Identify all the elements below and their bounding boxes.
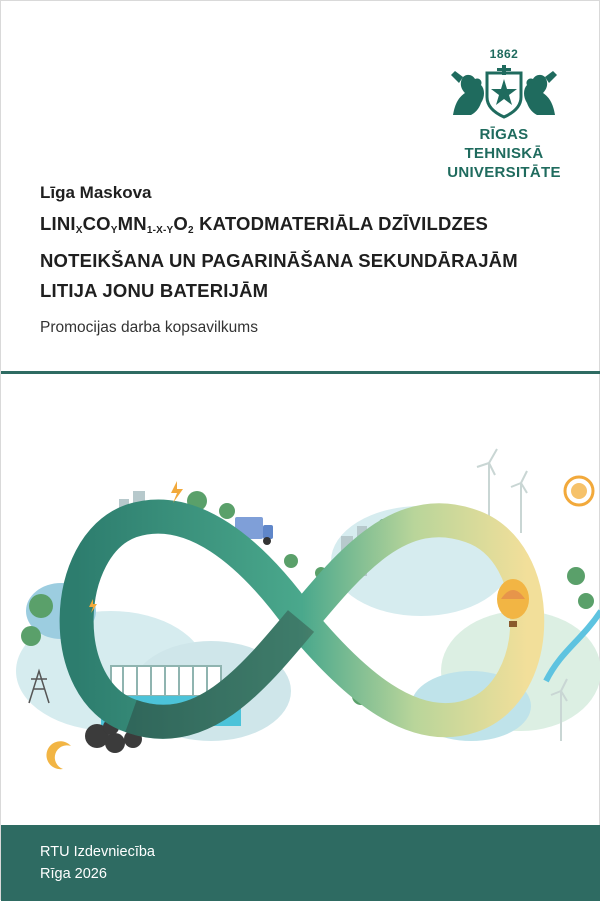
author-name: Līga Maskova [40, 183, 152, 202]
publication-place-year: Rīga 2026 [40, 866, 107, 882]
title-line2: NOTEIKŠANA UN PAGARINĀŠANA SEKUNDĀRAJĀM [40, 250, 518, 271]
section-divider [1, 371, 600, 374]
thesis-title [40, 209, 580, 306]
logo-name-line2: UNIVERSITĀTE [447, 164, 561, 181]
title-line1: $LINI_XCO_YMN_{1-X-Y}O_2$ KATODMATERIĀLA DZĪVILDZES [40, 213, 489, 236]
logo-year: 1862 [489, 47, 519, 61]
infinity-illustration [1, 441, 600, 781]
rtu-logo [439, 47, 569, 182]
title-line3: LITIJA JONU BATERIJĀM [40, 280, 269, 301]
moon-icon [46, 741, 71, 769]
coat-of-arms-icon [445, 63, 563, 121]
publisher-name: RTU Izdevniecība [40, 844, 155, 860]
publisher-footer [1, 825, 600, 901]
logo-name-line1: RĪGAS TEHNISKĀ [464, 126, 544, 162]
sun-icon [565, 477, 593, 505]
document-subtitle: Promocijas darba kopsavilkums [40, 319, 258, 336]
